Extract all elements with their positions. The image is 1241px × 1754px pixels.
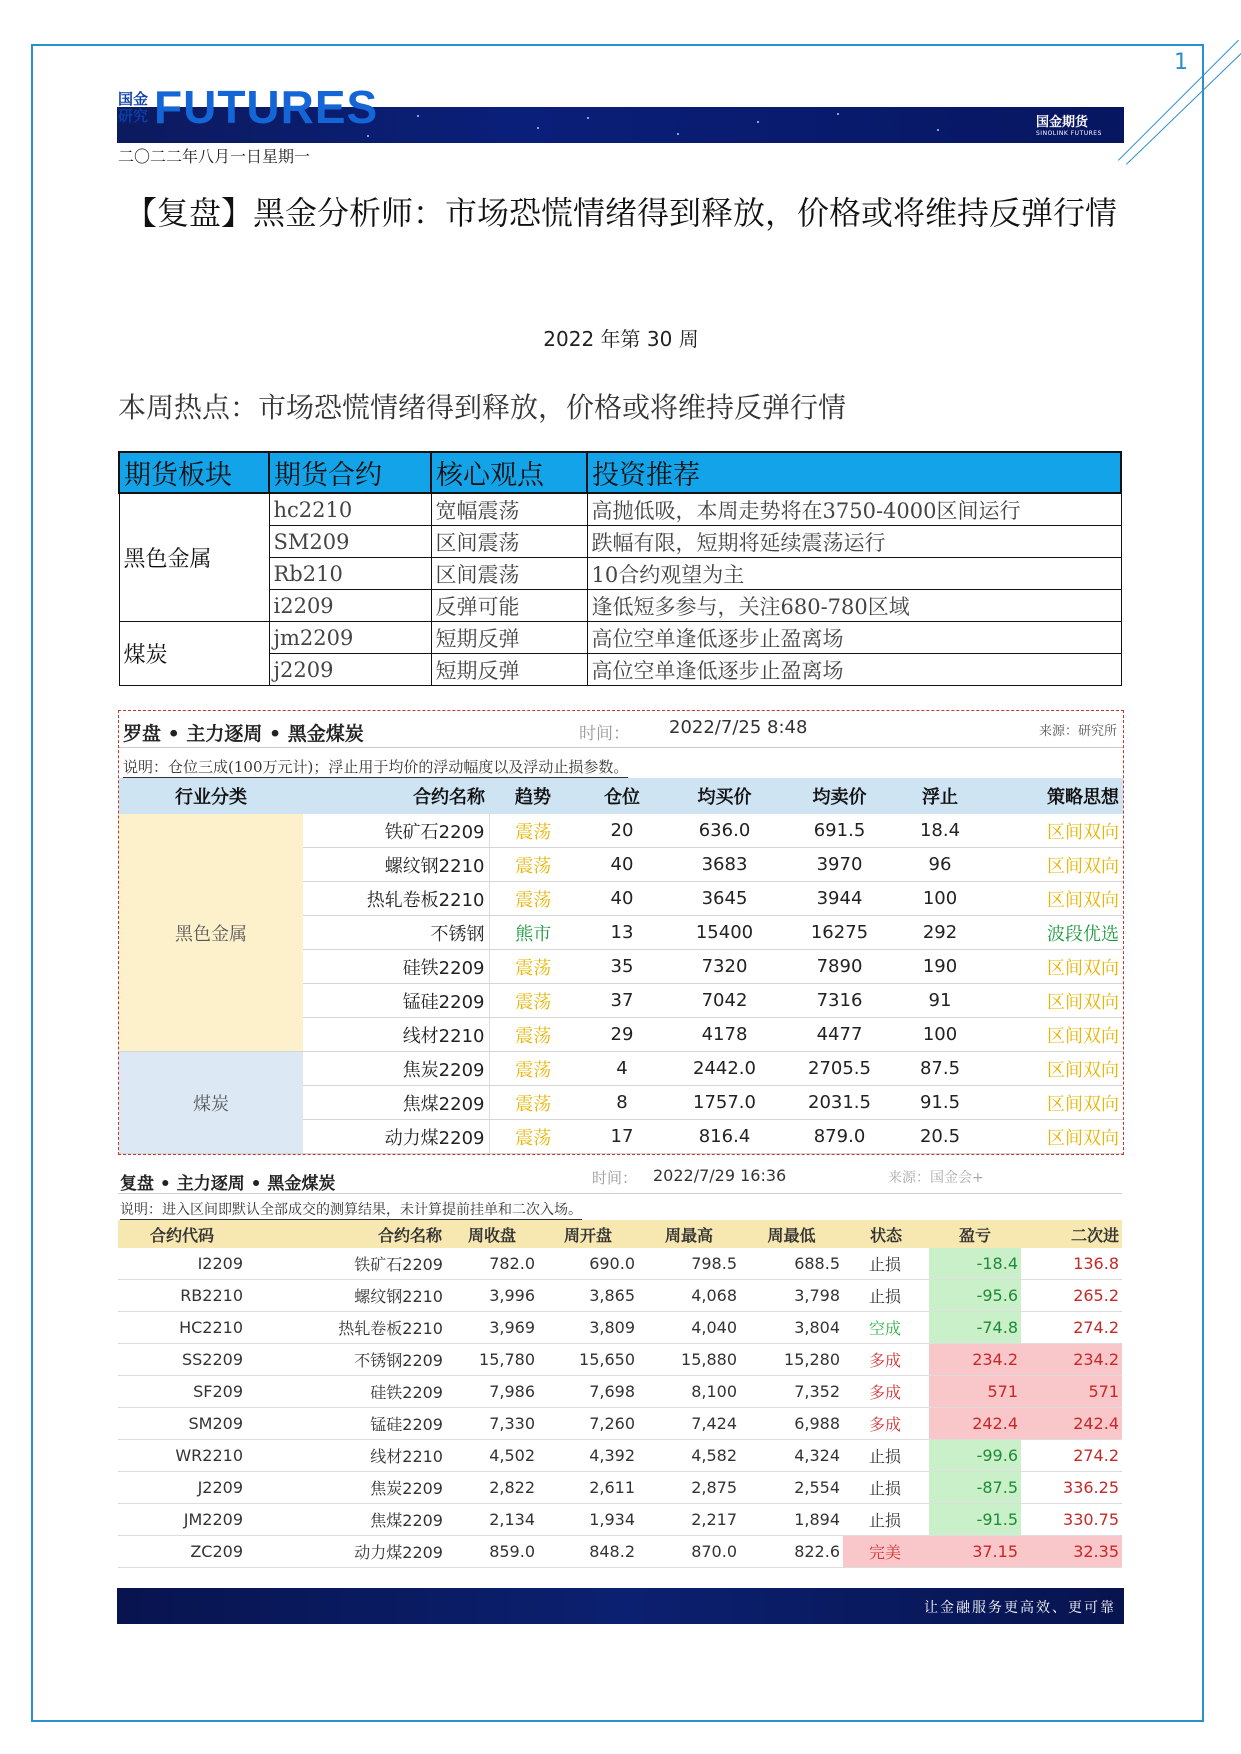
trend-cell: 震荡 [489, 1086, 577, 1120]
avg-sell-cell: 7890 [782, 950, 897, 984]
avg-buy-cell: 7320 [667, 950, 782, 984]
advice-cell: 高位空单逢低逐步止盈离场 [587, 654, 1121, 686]
view-cell: 反弹可能 [431, 590, 587, 622]
position-cell: 20 [577, 814, 667, 848]
status-cell: 完美 [843, 1536, 929, 1568]
float-stop-cell: 100 [897, 1018, 983, 1052]
table-row [118, 1536, 1122, 1568]
avg-buy-cell: 1757.0 [667, 1086, 782, 1120]
compass-note: 说明：仓位三成(100万元计)；浮止用于均价的浮动幅度以及浮动止损参数。 [123, 758, 629, 776]
contract-name-cell: 焦煤2209 [246, 1504, 446, 1536]
second-entry-cell: 571 [1021, 1376, 1122, 1408]
second-entry-cell: 136.8 [1021, 1248, 1122, 1280]
contract-code-cell: SM209 [118, 1408, 246, 1440]
avg-buy-cell: 636.0 [667, 814, 782, 848]
table-row [118, 1280, 1122, 1312]
strategy-cell: 区间双向 [983, 984, 1123, 1018]
header-cell: 状态 [843, 1220, 929, 1248]
avg-sell-cell: 2031.5 [782, 1086, 897, 1120]
header-cell: 周开盘 [538, 1220, 638, 1248]
pnl-cell: -91.5 [929, 1504, 1021, 1536]
weekly-high-cell: 798.5 [638, 1248, 740, 1280]
weekly-open-cell: 7,260 [538, 1408, 638, 1440]
week-label: 2022 年第 30 周 [543, 327, 699, 351]
contract-name-cell: 动力煤2209 [246, 1536, 446, 1568]
avg-sell-cell: 3970 [782, 848, 897, 882]
weekly-open-cell: 1,934 [538, 1504, 638, 1536]
weekly-close-cell: 7,986 [446, 1376, 538, 1408]
summary-header-row [119, 452, 1121, 493]
second-entry-cell: 265.2 [1021, 1280, 1122, 1312]
table-row [119, 622, 1121, 654]
source-label: 来源：研究所 [1038, 724, 1117, 739]
pnl-cell: 37.15 [929, 1536, 1021, 1568]
strategy-cell: 区间双向 [983, 1018, 1123, 1052]
position-cell: 17 [577, 1120, 667, 1154]
weekly-low-cell: 6,988 [740, 1408, 843, 1440]
weekly-close-cell: 2,822 [446, 1472, 538, 1504]
advice-cell: 逢低短多参与，关注680-780区域 [587, 590, 1121, 622]
compass-header-row [119, 778, 1123, 814]
contract-code-cell: WR2210 [118, 1440, 246, 1472]
review-note: 说明：进入区间即默认全部成交的测算结果，未计算提前挂单和二次入场。 [120, 1199, 582, 1220]
table-row [118, 1376, 1122, 1408]
weekly-low-cell: 3,798 [740, 1280, 843, 1312]
avg-buy-cell: 3645 [667, 882, 782, 916]
table-row [119, 814, 1123, 848]
status-cell: 空成 [843, 1312, 929, 1344]
time-value: 2022/7/29 16:36 [653, 1166, 787, 1185]
avg-sell-cell: 7316 [782, 984, 897, 1018]
pnl-cell: -87.5 [929, 1472, 1021, 1504]
contract-cell: Rb210 [269, 558, 431, 590]
weekly-high-cell: 2,875 [638, 1472, 740, 1504]
contract-name-cell: 锰硅2209 [246, 1408, 446, 1440]
header-cell: 核心观点 [431, 452, 587, 493]
avg-buy-cell: 4178 [667, 1018, 782, 1052]
report-date: 二〇二二年八月一日星期一 [118, 147, 311, 166]
table-row [119, 526, 1121, 558]
brand-name: 国金期货 [1036, 115, 1089, 130]
position-cell: 37 [577, 984, 667, 1018]
weekly-high-cell: 4,582 [638, 1440, 740, 1472]
avg-sell-cell: 4477 [782, 1018, 897, 1052]
trend-cell: 熊市 [489, 916, 577, 950]
contract-code-cell: ZC209 [118, 1536, 246, 1568]
strategy-cell: 区间双向 [983, 950, 1123, 984]
hotspot-line: 本周热点：市场恐慌情绪得到释放，价格或将维持反弹行情 [118, 391, 847, 424]
position-cell: 8 [577, 1086, 667, 1120]
weekly-low-cell: 7,352 [740, 1376, 843, 1408]
contract-name-cell: 热轧卷板2210 [246, 1312, 446, 1344]
contract-code-cell: JM2209 [118, 1504, 246, 1536]
weekly-high-cell: 870.0 [638, 1536, 740, 1568]
trend-cell: 震荡 [489, 1052, 577, 1086]
pnl-cell: 234.2 [929, 1344, 1021, 1376]
logo-cn: 国金 研究 [118, 90, 149, 125]
header-cell: 行业分类 [119, 778, 303, 814]
header-cell: 周收盘 [446, 1220, 538, 1248]
weekly-low-cell: 822.6 [740, 1536, 843, 1568]
weekly-close-cell: 782.0 [446, 1248, 538, 1280]
contract-name-cell: 焦炭2209 [246, 1472, 446, 1504]
weekly-high-cell: 7,424 [638, 1408, 740, 1440]
view-cell: 短期反弹 [431, 654, 587, 686]
weekly-low-cell: 3,804 [740, 1312, 843, 1344]
header-cell: 均卖价 [782, 778, 897, 814]
table-row [118, 1472, 1122, 1504]
contract-cell: j2209 [269, 654, 431, 686]
contract-name-cell: 动力煤2209 [303, 1120, 489, 1154]
sector-cell: 煤炭 [119, 622, 269, 686]
avg-buy-cell: 3683 [667, 848, 782, 882]
second-entry-cell: 330.75 [1021, 1504, 1122, 1536]
logo-futures: FUTURES [154, 81, 379, 133]
weekly-low-cell: 4,324 [740, 1440, 843, 1472]
avg-buy-cell: 816.4 [667, 1120, 782, 1154]
weekly-open-cell: 4,392 [538, 1440, 638, 1472]
header-cell: 二次进 [1021, 1220, 1122, 1248]
pnl-cell: 242.4 [929, 1408, 1021, 1440]
view-cell: 短期反弹 [431, 622, 587, 654]
compass-title: 罗盘 • 主力逐周 • 黑金煤炭 [123, 723, 364, 745]
header-cell: 期货合约 [269, 452, 431, 493]
strategy-cell: 区间双向 [983, 1086, 1123, 1120]
category-cell: 煤炭 [119, 1052, 303, 1154]
table-row [118, 1344, 1122, 1376]
pnl-cell: -99.6 [929, 1440, 1021, 1472]
second-entry-cell: 274.2 [1021, 1440, 1122, 1472]
strategy-cell: 区间双向 [983, 814, 1123, 848]
contract-name-cell: 螺纹钢2210 [303, 848, 489, 882]
avg-buy-cell: 2442.0 [667, 1052, 782, 1086]
contract-cell: hc2210 [269, 493, 431, 526]
page-title: 【复盘】黑金分析师：市场恐慌情绪得到释放，价格或将维持反弹行情 [124, 194, 1117, 232]
strategy-cell: 区间双向 [983, 1120, 1123, 1154]
second-entry-cell: 274.2 [1021, 1312, 1122, 1344]
contract-name-cell: 锰硅2209 [303, 984, 489, 1018]
advice-cell: 高抛低吸，本周走势将在3750-4000区间运行 [587, 493, 1121, 526]
position-cell: 29 [577, 1018, 667, 1052]
weekly-open-cell: 15,650 [538, 1344, 638, 1376]
table-row [118, 1440, 1122, 1472]
view-cell: 区间震荡 [431, 558, 587, 590]
header-cell: 盈亏 [929, 1220, 1021, 1248]
header-cell: 趋势 [489, 778, 577, 814]
trend-cell: 震荡 [489, 1018, 577, 1052]
weekly-close-cell: 4,502 [446, 1440, 538, 1472]
summary-table [118, 451, 1122, 686]
avg-buy-cell: 7042 [667, 984, 782, 1018]
second-entry-cell: 32.35 [1021, 1536, 1122, 1568]
position-cell: 35 [577, 950, 667, 984]
footer-banner [117, 1588, 1124, 1624]
weekly-open-cell: 3,865 [538, 1280, 638, 1312]
weekly-open-cell: 848.2 [538, 1536, 638, 1568]
float-stop-cell: 18.4 [897, 814, 983, 848]
pnl-cell: -95.6 [929, 1280, 1021, 1312]
contract-code-cell: J2209 [118, 1472, 246, 1504]
status-cell: 止损 [843, 1440, 929, 1472]
table-row [118, 1312, 1122, 1344]
brand-sub: SINOLINK FUTURES [1036, 130, 1102, 137]
compass-table-panel [118, 710, 1124, 1155]
contract-name-cell: 线材2210 [246, 1440, 446, 1472]
second-entry-cell: 242.4 [1021, 1408, 1122, 1440]
contract-name-cell: 热轧卷板2210 [303, 882, 489, 916]
header-cell: 均买价 [667, 778, 782, 814]
status-cell: 止损 [843, 1472, 929, 1504]
contract-name-cell: 不锈钢2209 [246, 1344, 446, 1376]
weekly-open-cell: 2,611 [538, 1472, 638, 1504]
avg-buy-cell: 15400 [667, 916, 782, 950]
category-cell: 黑色金属 [119, 814, 303, 1052]
trend-cell: 震荡 [489, 1120, 577, 1154]
avg-sell-cell: 16275 [782, 916, 897, 950]
contract-cell: SM209 [269, 526, 431, 558]
trend-cell: 震荡 [489, 882, 577, 916]
status-cell: 止损 [843, 1248, 929, 1280]
header-cell: 合约名称 [246, 1220, 446, 1248]
strategy-cell: 区间双向 [983, 882, 1123, 916]
table-row [118, 1408, 1122, 1440]
avg-sell-cell: 3944 [782, 882, 897, 916]
source-label: 来源：国金会+ [888, 1170, 984, 1186]
weekly-low-cell: 15,280 [740, 1344, 843, 1376]
float-stop-cell: 96 [897, 848, 983, 882]
strategy-cell: 区间双向 [983, 848, 1123, 882]
status-cell: 止损 [843, 1504, 929, 1536]
footer-slogan: 让金融服务更高效、更可靠 [924, 1600, 1116, 1616]
position-cell: 13 [577, 916, 667, 950]
contract-name-cell: 铁矿石2209 [246, 1248, 446, 1280]
weekly-close-cell: 7,330 [446, 1408, 538, 1440]
contract-name-cell: 硅铁2209 [246, 1376, 446, 1408]
position-cell: 4 [577, 1052, 667, 1086]
trend-cell: 震荡 [489, 984, 577, 1018]
review-table-panel [118, 1161, 1122, 1568]
time-value: 2022/7/25 8:48 [669, 717, 808, 738]
view-cell: 宽幅震荡 [431, 493, 587, 526]
weekly-low-cell: 1,894 [740, 1504, 843, 1536]
contract-code-cell: SS2209 [118, 1344, 246, 1376]
float-stop-cell: 292 [897, 916, 983, 950]
strategy-cell: 波段优选 [983, 916, 1123, 950]
status-cell: 止损 [843, 1280, 929, 1312]
weekly-close-cell: 15,780 [446, 1344, 538, 1376]
view-cell: 区间震荡 [431, 526, 587, 558]
float-stop-cell: 87.5 [897, 1052, 983, 1086]
header-cell: 期货板块 [119, 452, 269, 493]
float-stop-cell: 100 [897, 882, 983, 916]
position-cell: 40 [577, 882, 667, 916]
contract-name-cell: 焦炭2209 [303, 1052, 489, 1086]
weekly-high-cell: 8,100 [638, 1376, 740, 1408]
contract-code-cell: SF209 [118, 1376, 246, 1408]
contract-name-cell: 不锈钢 [303, 916, 489, 950]
float-stop-cell: 190 [897, 950, 983, 984]
contract-cell: i2209 [269, 590, 431, 622]
contract-cell: jm2209 [269, 622, 431, 654]
weekly-high-cell: 2,217 [638, 1504, 740, 1536]
weekly-open-cell: 690.0 [538, 1248, 638, 1280]
header-cell: 周最低 [740, 1220, 843, 1248]
float-stop-cell: 91 [897, 984, 983, 1018]
advice-cell: 高位空单逢低逐步止盈离场 [587, 622, 1121, 654]
table-row [119, 558, 1121, 590]
contract-name-cell: 硅铁2209 [303, 950, 489, 984]
review-title: 复盘 • 主力逐周 • 黑金煤炭 [120, 1174, 336, 1194]
weekly-close-cell: 2,134 [446, 1504, 538, 1536]
weekly-close-cell: 859.0 [446, 1536, 538, 1568]
contract-name-cell: 线材2210 [303, 1018, 489, 1052]
avg-sell-cell: 879.0 [782, 1120, 897, 1154]
strategy-cell: 区间双向 [983, 1052, 1123, 1086]
avg-sell-cell: 691.5 [782, 814, 897, 848]
contract-code-cell: HC2210 [118, 1312, 246, 1344]
contract-name-cell: 螺纹钢2210 [246, 1280, 446, 1312]
weekly-open-cell: 7,698 [538, 1376, 638, 1408]
contract-code-cell: RB2210 [118, 1280, 246, 1312]
contract-name-cell: 铁矿石2209 [303, 814, 489, 848]
float-stop-cell: 20.5 [897, 1120, 983, 1154]
status-cell: 多成 [843, 1376, 929, 1408]
header-cell: 浮止 [897, 778, 983, 814]
advice-cell: 10合约观望为主 [587, 558, 1121, 590]
sector-cell: 黑色金属 [119, 493, 269, 622]
review-header-row [118, 1220, 1122, 1248]
pnl-cell: 571 [929, 1376, 1021, 1408]
table-row [119, 590, 1121, 622]
header-cell: 合约名称 [303, 778, 489, 814]
header-cell: 投资推荐 [587, 452, 1121, 493]
table-row [118, 1248, 1122, 1280]
trend-cell: 震荡 [489, 848, 577, 882]
contract-name-cell: 焦煤2209 [303, 1086, 489, 1120]
float-stop-cell: 91.5 [897, 1086, 983, 1120]
review-table [118, 1220, 1122, 1568]
trend-cell: 震荡 [489, 950, 577, 984]
second-entry-cell: 234.2 [1021, 1344, 1122, 1376]
weekly-high-cell: 4,040 [638, 1312, 740, 1344]
compass-table [119, 778, 1123, 1154]
second-entry-cell: 336.25 [1021, 1472, 1122, 1504]
header-cell: 策略思想 [983, 778, 1123, 814]
header-cell: 合约代码 [118, 1220, 246, 1248]
weekly-low-cell: 2,554 [740, 1472, 843, 1504]
weekly-high-cell: 4,068 [638, 1280, 740, 1312]
weekly-close-cell: 3,996 [446, 1280, 538, 1312]
status-cell: 多成 [843, 1344, 929, 1376]
table-row [119, 493, 1121, 526]
weekly-low-cell: 688.5 [740, 1248, 843, 1280]
page-number: 1 [1174, 50, 1188, 75]
header-cell: 周最高 [638, 1220, 740, 1248]
time-label: 时间： [592, 1169, 638, 1187]
table-row [119, 1052, 1123, 1086]
status-cell: 多成 [843, 1408, 929, 1440]
avg-sell-cell: 2705.5 [782, 1052, 897, 1086]
table-row [118, 1504, 1122, 1536]
weekly-open-cell: 3,809 [538, 1312, 638, 1344]
pnl-cell: -18.4 [929, 1248, 1021, 1280]
trend-cell: 震荡 [489, 814, 577, 848]
table-row [119, 654, 1121, 686]
advice-cell: 跌幅有限，短期将延续震荡运行 [587, 526, 1121, 558]
weekly-close-cell: 3,969 [446, 1312, 538, 1344]
header-cell: 仓位 [577, 778, 667, 814]
pnl-cell: -74.8 [929, 1312, 1021, 1344]
position-cell: 40 [577, 848, 667, 882]
weekly-high-cell: 15,880 [638, 1344, 740, 1376]
contract-code-cell: I2209 [118, 1248, 246, 1280]
time-label: 时间： [579, 724, 630, 744]
